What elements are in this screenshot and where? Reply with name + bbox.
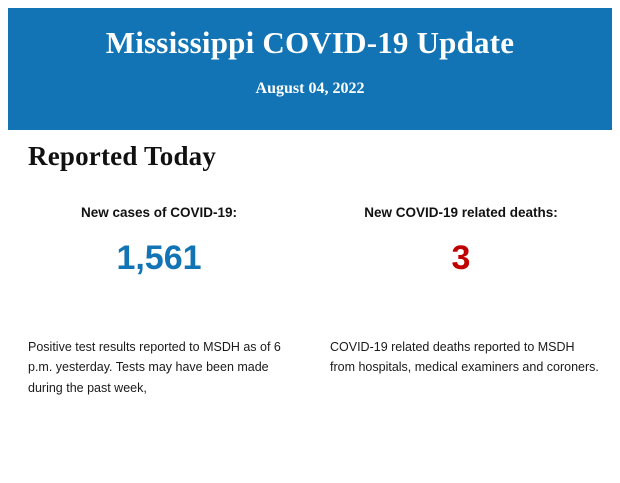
- stat-new-cases-value: 1,561: [116, 239, 202, 277]
- report-date: August 04, 2022: [255, 80, 365, 98]
- stat-new-deaths: [310, 205, 612, 275]
- stat-new-cases-label: New cases of COVID-19:: [80, 205, 238, 220]
- stat-new-deaths-value: 3: [451, 239, 471, 277]
- stat-new-deaths-note: COVID-19 related deaths reported to MSDH from hospitals, medical examiners and coroners.: [330, 340, 599, 375]
- stat-new-cases-note: Positive test results reported to MSDH as of 6 p.m. yesterday. Tests may have been made during the past week,: [28, 340, 281, 395]
- section-heading: Reported Today: [28, 141, 217, 171]
- stat-new-deaths-label: New COVID-19 related deaths:: [364, 205, 558, 220]
- stats-row: [8, 205, 612, 275]
- header-banner: [8, 8, 612, 130]
- page-title: Mississippi COVID-19 Update: [105, 25, 515, 60]
- notes-row: [8, 337, 612, 398]
- stat-new-cases: [8, 205, 310, 275]
